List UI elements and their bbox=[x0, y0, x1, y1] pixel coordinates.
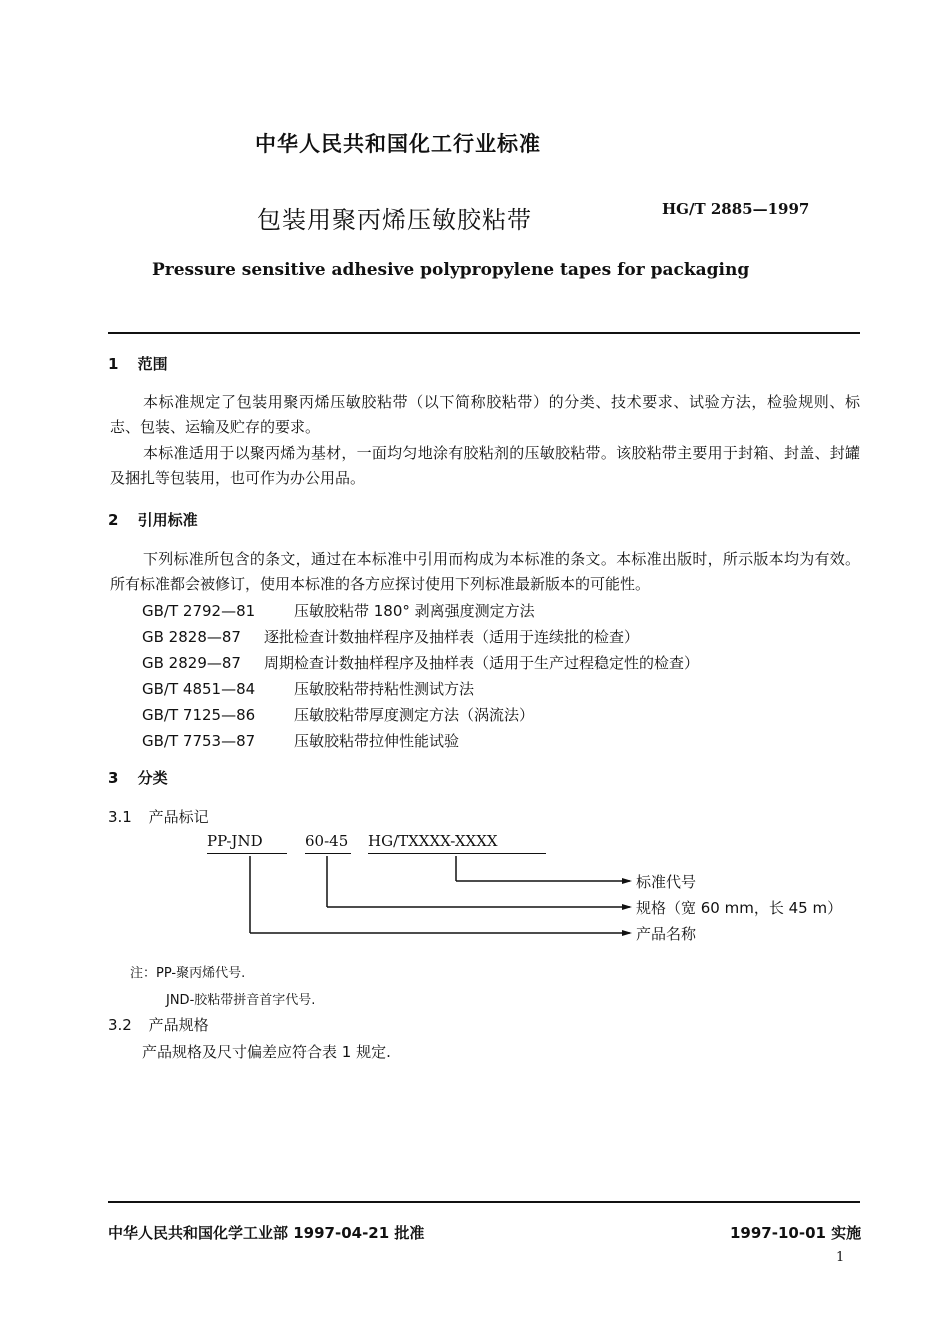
approval-line: 中华人民共和国化学工业部 1997-04-21 批准 bbox=[108, 1224, 425, 1242]
subsection-3-2-paragraph: 产品规格及尺寸偏差应符合表 1 规定. bbox=[142, 1043, 391, 1061]
reference-title: 压敏胶粘带拉伸性能试验 bbox=[294, 732, 460, 750]
reference-title: 逐批检查计数抽样程序及抽样表（适用于连续批的检查） bbox=[264, 628, 640, 646]
reference-title: 压敏胶粘带厚度测定方法（涡流法） bbox=[294, 706, 535, 724]
issuing-body-title: 中华人民共和国化工行业标准 bbox=[255, 132, 541, 156]
standard-code: HG/T 2885—1997 bbox=[662, 200, 810, 218]
reference-code: GB/T 7125—86 bbox=[142, 706, 256, 724]
subsection-title: 产品规格 bbox=[148, 1016, 209, 1034]
section-title: 引用标准 bbox=[137, 511, 198, 529]
reference-title: 周期检查计数抽样程序及抽样表（适用于生产过程稳定性的检查） bbox=[264, 654, 700, 672]
label-standard-code: 标准代号 bbox=[636, 873, 697, 891]
subsection-title: 产品标记 bbox=[148, 808, 209, 826]
footer-divider bbox=[108, 1201, 860, 1203]
code-part-product-name: PP-JND bbox=[207, 832, 263, 850]
reference-code: GB/T 4851—84 bbox=[142, 680, 256, 698]
note-1 bbox=[130, 962, 245, 981]
reference-code: GB 2829—87 bbox=[142, 654, 241, 672]
section-number: 3 bbox=[108, 769, 119, 787]
reference-title: 压敏胶粘带 180° 剥离强度测定方法 bbox=[294, 602, 535, 620]
standard-title: 包装用聚丙烯压敏胶粘带 bbox=[257, 206, 532, 234]
implementation-line: 1997-10-01 实施 bbox=[730, 1224, 862, 1242]
note-2: JND-胶粘带拼音首字代号. bbox=[166, 993, 316, 1008]
note-text: PP-聚丙烯代号. bbox=[156, 966, 246, 981]
section-1-paragraph-1: 本标准规定了包装用聚丙烯压敏胶粘带（以下简称胶粘带）的分类、技术要求、试验方法，检验规则、标志、包装、运输及贮存的要求。 bbox=[110, 393, 860, 436]
subsection-number: 3.2 bbox=[108, 1016, 132, 1034]
section-number: 1 bbox=[108, 355, 119, 373]
english-title: Pressure sensitive adhesive polypropylene tapes for packaging bbox=[152, 260, 750, 280]
code-part-standard: HG/TXXXX-XXXX bbox=[368, 832, 498, 850]
reference-title: 压敏胶粘带持粘性测试方法 bbox=[294, 680, 475, 698]
reference-code: GB 2828—87 bbox=[142, 628, 241, 646]
subsection-number: 3.1 bbox=[108, 808, 132, 826]
code-part-spec: 60-45 bbox=[305, 832, 349, 850]
reference-code: GB/T 2792—81 bbox=[142, 602, 256, 620]
section-2-paragraph-1: 下列标准所包含的条文，通过在本标准中引用而构成为本标准的条文。本标准出版时，所示版本均为有效。所有标准都会被修订，使用本标准的各方应探讨使用下列标准最新版本的可能性。 bbox=[110, 550, 860, 593]
subsection-3-2-heading bbox=[108, 1014, 209, 1035]
label-specification: 规格（宽 60 mm，长 45 m） bbox=[636, 899, 843, 917]
section-title: 范围 bbox=[137, 355, 168, 373]
section-number: 2 bbox=[108, 511, 119, 529]
section-1-paragraph-2: 本标准适用于以聚丙烯为基材，一面均匀地涂有胶粘剂的压敏胶粘带。该胶粘带主要用于封箱、封盖、封罐及捆扎等包装用，也可作为办公用品。 bbox=[110, 444, 860, 487]
page-number: 1 bbox=[836, 1250, 845, 1265]
label-product-name: 产品名称 bbox=[636, 925, 697, 943]
section-title: 分类 bbox=[137, 769, 168, 787]
reference-code: GB/T 7753—87 bbox=[142, 732, 256, 750]
note-prefix: 注： bbox=[130, 966, 157, 981]
